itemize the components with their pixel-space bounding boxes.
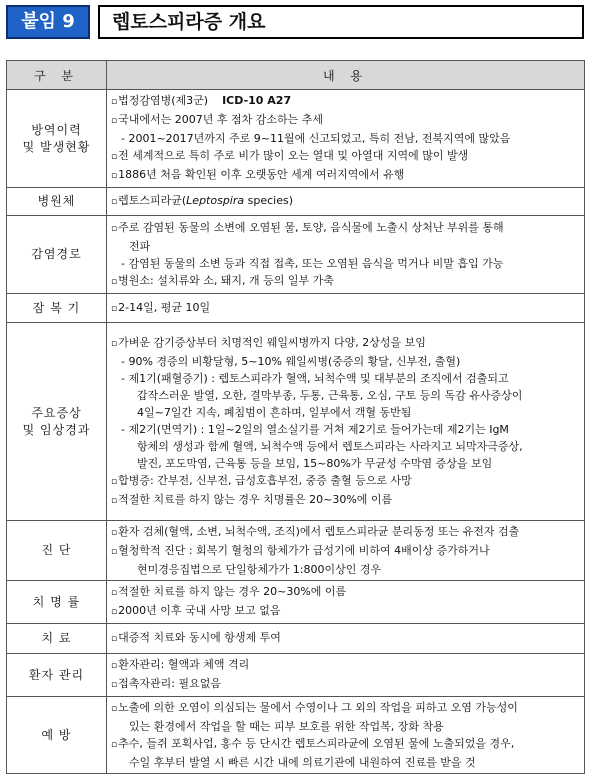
content-line: ▫ 국내에서는 2007년 후 점차 감소하는 추세 [111, 111, 580, 130]
content-line: ▫ 2-14일, 평균 10일 [111, 299, 580, 318]
overview-table [6, 60, 585, 774]
row-label-line: 및 발생현황 [22, 139, 91, 154]
row-content [107, 188, 585, 216]
content-line: ▫ 접촉자관리: 필요없음 [111, 675, 580, 694]
content-line: 4일~7일간 지속, 폐침범이 흔하며, 일부에서 객혈 동반됨 [137, 405, 412, 419]
species-name: Leptospira [186, 194, 245, 207]
table-header-row [7, 61, 585, 90]
content-line: - 제1기(패혈증기) : 렙토스피라가 혈액, 뇌척수액 및 대부분의 조직에서 검출되고 [121, 371, 509, 385]
table-row [7, 188, 585, 216]
row-label [7, 654, 107, 697]
table-row [7, 323, 585, 521]
table-row [7, 697, 585, 774]
row-label-line: 주요증상 [31, 405, 82, 420]
table-row [7, 294, 585, 323]
content-line: 항체의 생성과 함께 혈액, 뇌척수액 등에서 렙토스피라는 사라지고 뇌막자극증상, [137, 439, 523, 453]
content-line: ▫ 전 세계적으로 특히 주로 비가 많이 오는 열대 및 아열대 지역에 많이 발생 [111, 147, 580, 166]
table-row [7, 581, 585, 624]
row-content [107, 581, 585, 624]
content-line: 현미경응집법으로 단일항체가가 1:800이상인 경우 [137, 563, 382, 576]
attachment-badge: 붙임 9 [6, 5, 90, 39]
content-line: 발진, 포도막염, 근육통 등을 보임, 15~80%가 무균성 수막염 증상을 보임 [137, 456, 493, 470]
row-label [7, 216, 107, 294]
content-line: ▫ 환자관리: 혈액과 체액 격리 [111, 656, 580, 675]
table-row [7, 90, 585, 188]
content-line: ▫ 혈청학적 진단 : 회복기 혈청의 항체가가 급성기에 비하여 4배이상 증가하거나 [111, 542, 580, 561]
content-line: ▫ 1886년 처음 확인된 이후 오랫동안 세계 여러지역에서 유행 [111, 166, 580, 185]
content-line: ▫ 2000년 이후 국내 사망 보고 없음 [111, 602, 580, 621]
table-row [7, 624, 585, 654]
content-line [111, 92, 580, 111]
content-line: ▫ 가벼운 감기증상부터 치명적인 웨일씨병까지 다양, 2상성을 보임 [111, 334, 580, 353]
content-line [111, 192, 580, 211]
row-content [107, 624, 585, 654]
row-content [107, 294, 585, 323]
content-line: ▫ 환자 검체(혈액, 소변, 뇌척수액, 조직)에서 렙토스피라균 분리동정 또는 유전자 검출 [111, 523, 580, 542]
row-label-line: 예 방 [41, 727, 72, 742]
row-label [7, 323, 107, 521]
content-line: 갑작스러운 발열, 오한, 결막부종, 두통, 근육통, 오심, 구토 등의 독감 유사증상이 [137, 388, 523, 402]
row-label-line: 치 료 [41, 631, 72, 645]
row-label-line: 진 단 [41, 543, 72, 557]
content-line: 전파 [129, 239, 151, 253]
page-title: 렙토스피라증 개요 [112, 11, 266, 33]
row-content [107, 697, 585, 774]
table-row [7, 654, 585, 697]
row-content [107, 90, 585, 188]
content-line: ▫ 주로 감염된 동물의 소변에 오염된 물, 토양, 음식물에 노출시 상처난 부위를 통해 [111, 219, 580, 238]
content-line: ▫ 추수, 들쥐 포획사업, 홍수 등 단시간 렙토스피라균에 오염된 물에 노출되었을 경우, [111, 735, 580, 754]
content-line: - 90% 경증의 비황달형, 5~10% 웨일씨병(중증의 황달, 신부전, 출혈) [121, 354, 461, 368]
row-label-line: 환자 관리 [28, 667, 85, 682]
row-label-line: 및 임상경과 [22, 422, 91, 437]
content-line: - 2001~2017년까지 주로 9~11월에 신고되었고, 특히 전남, 전북지역에 많았음 [121, 132, 511, 145]
row-label [7, 581, 107, 624]
icd-code: ICD-10 A27 [222, 94, 292, 107]
column-header-content: 내 용 [107, 61, 585, 90]
content-text: 법정감염병(제3군) [118, 94, 209, 107]
table-row [7, 521, 585, 581]
content-text: species) [244, 194, 294, 207]
row-label-line: 방역이력 [31, 122, 82, 137]
row-label-line: 치 명 률 [32, 594, 81, 609]
content-line: ▫ 병원소: 설치류와 소, 돼지, 개 등의 일부 가축 [111, 272, 580, 291]
content-line: ▫ 대증적 치료와 동시에 항생제 투여 [111, 629, 580, 648]
document-header [6, 5, 586, 39]
content-line: ▫ 합병증: 간부전, 신부전, 급성호흡부전, 중증 출혈 등으로 사망 [111, 472, 580, 491]
row-content [107, 654, 585, 697]
row-label-line: 감염경로 [31, 247, 82, 261]
row-content [107, 521, 585, 581]
content-text: 렙토스피라균( [118, 194, 187, 207]
row-label [7, 294, 107, 323]
table-row [7, 216, 585, 294]
row-content [107, 323, 585, 521]
row-label [7, 188, 107, 216]
content-line: - 제2기(면역기) : 1일~2일의 열소실기를 거쳐 제2기로 들어가는데 제2기는 IgM [121, 422, 509, 436]
content-line: ▫ 적절한 치료를 하지 않는 경우 20~30%에 이름 [111, 583, 580, 602]
row-label [7, 521, 107, 581]
row-content [107, 216, 585, 294]
row-label-line: 잠 복 기 [32, 300, 81, 315]
title-box [98, 5, 584, 39]
content-line: - 감염된 동물의 소변 등과 직접 접촉, 또는 오염된 음식을 먹거나 비말 흡입 가능 [121, 256, 504, 270]
content-line: 있는 환경에서 작업을 할 때는 피부 보호를 위한 작업복, 장화 착용 [129, 720, 444, 733]
column-header-category: 구 분 [7, 61, 107, 90]
content-line: ▫ 적절한 치료를 하지 않는 경우 치명률은 20~30%에 이름 [111, 491, 580, 510]
row-label [7, 90, 107, 188]
row-label-line: 병원체 [37, 194, 76, 208]
row-label [7, 697, 107, 774]
row-label [7, 624, 107, 654]
content-line: ▫ 노출에 의한 오염이 의심되는 물에서 수영이나 그 외의 작업을 피하고 오염 가능성이 [111, 699, 580, 718]
content-line: 수일 후부터 발열 시 빠른 시간 내에 의료기관에 내원하여 진료를 받을 것 [129, 756, 476, 769]
